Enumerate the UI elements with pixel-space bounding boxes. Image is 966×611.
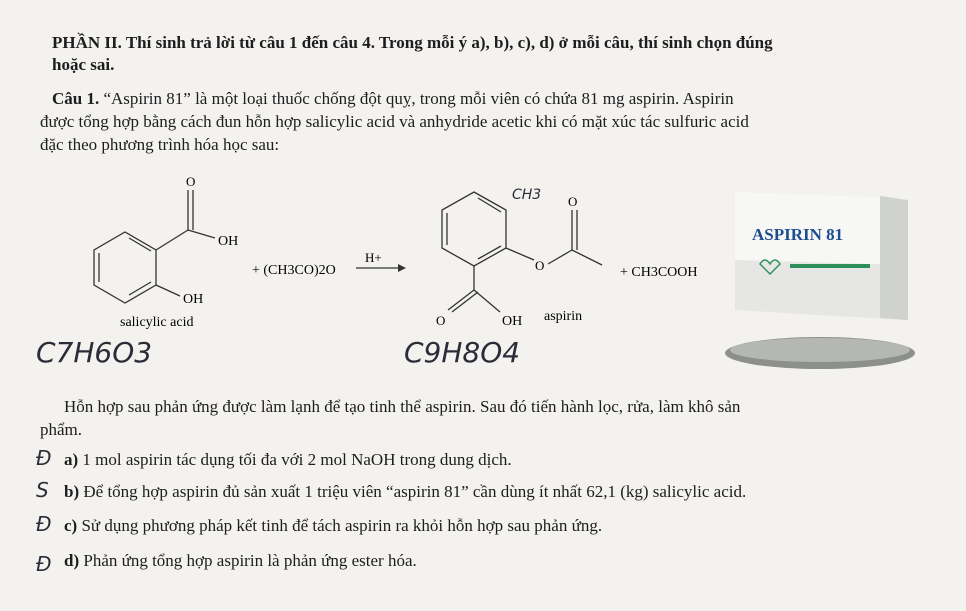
statement-a-label: a) [64, 450, 79, 469]
aspirin-o-ester: O [535, 258, 545, 273]
byproduct: + CH3COOH [620, 265, 698, 280]
salicylic-acid-structure [94, 190, 215, 303]
aspirin-box-image [725, 192, 915, 369]
handwritten-ch3-note: CH3 [512, 187, 542, 203]
salicylic-o: O [186, 174, 196, 189]
statement-c-label: c) [64, 516, 78, 535]
aspirin-oh: OH [502, 314, 523, 329]
handwritten-formula-salicylic: C7H6O3 [36, 336, 153, 369]
aspirin-o-acid: O [436, 313, 446, 328]
statement-a [64, 448, 512, 472]
section-heading: PHẦN II. Thí sinh trả lời từ câu 1 đến câu 4. Trong mỗi ý a), b), c), d) ở mỗi câu, thí sinh chọn đúng [52, 33, 773, 52]
statement-c [64, 514, 602, 538]
answer-mark-b: S [36, 478, 49, 502]
aspirin-structure [442, 192, 602, 312]
answer-mark-c: Đ [36, 512, 52, 536]
statement-b-text: Để tổng hợp aspirin đủ sản xuất 1 triệu viên “aspirin 81” cần dùng ít nhất 62,1 (kg) salicylic acid. [79, 482, 747, 501]
question-text-1: “Aspirin 81” là một loại thuốc chống đột quỵ, trong mỗi viên có chứa 81 mg aspirin. Aspirin [99, 89, 734, 108]
after-reaction-line-2: phẩm. [40, 420, 83, 439]
box-label: ASPIRIN 81 [752, 225, 844, 244]
statement-b-label: b) [64, 482, 80, 501]
question-line-3: đặc theo phương trình hóa học sau: [40, 135, 280, 154]
statement-c-text: Sử dụng phương pháp kết tinh để tách aspirin ra khỏi hỗn hợp sau phản ứng. [77, 516, 603, 535]
reagent: + (CH3CO)2O [252, 263, 336, 278]
salicylic-oh-2: OH [183, 292, 204, 307]
aspirin-o-top: O [568, 194, 578, 209]
section-heading-cont: hoặc sai. [52, 55, 115, 74]
salicylic-label: salicylic acid [120, 315, 194, 330]
statement-a-text: 1 mol aspirin tác dụng tối đa với 2 mol NaOH trong dung dịch. [78, 450, 512, 469]
handwritten-formula-aspirin: C9H8O4 [404, 336, 521, 369]
catalyst: H+ [365, 250, 382, 265]
statement-d-text: Phản ứng tổng hợp aspirin là phản ứng ester hóa. [79, 551, 417, 570]
answer-mark-d: Đ [36, 552, 52, 576]
statement-d [64, 549, 417, 573]
question-line-2: được tổng hợp bằng cách đun hỗn hợp salicylic acid và anhydride acetic khi có mặt xúc tác sulfuric acid [40, 112, 749, 131]
salicylic-oh-1: OH [218, 234, 239, 249]
question-label: Câu 1. [52, 89, 100, 108]
answer-mark-a: Đ [36, 446, 52, 470]
question-line-1 [52, 87, 734, 111]
statement-d-label: d) [64, 551, 80, 570]
arrow-head [398, 264, 406, 272]
after-reaction-line-1: Hỗn hợp sau phản ứng được làm lạnh để tạo tinh thể aspirin. Sau đó tiến hành lọc, rửa, làm khô sản [64, 397, 741, 416]
statement-b [64, 480, 746, 504]
aspirin-label: aspirin [544, 309, 583, 324]
